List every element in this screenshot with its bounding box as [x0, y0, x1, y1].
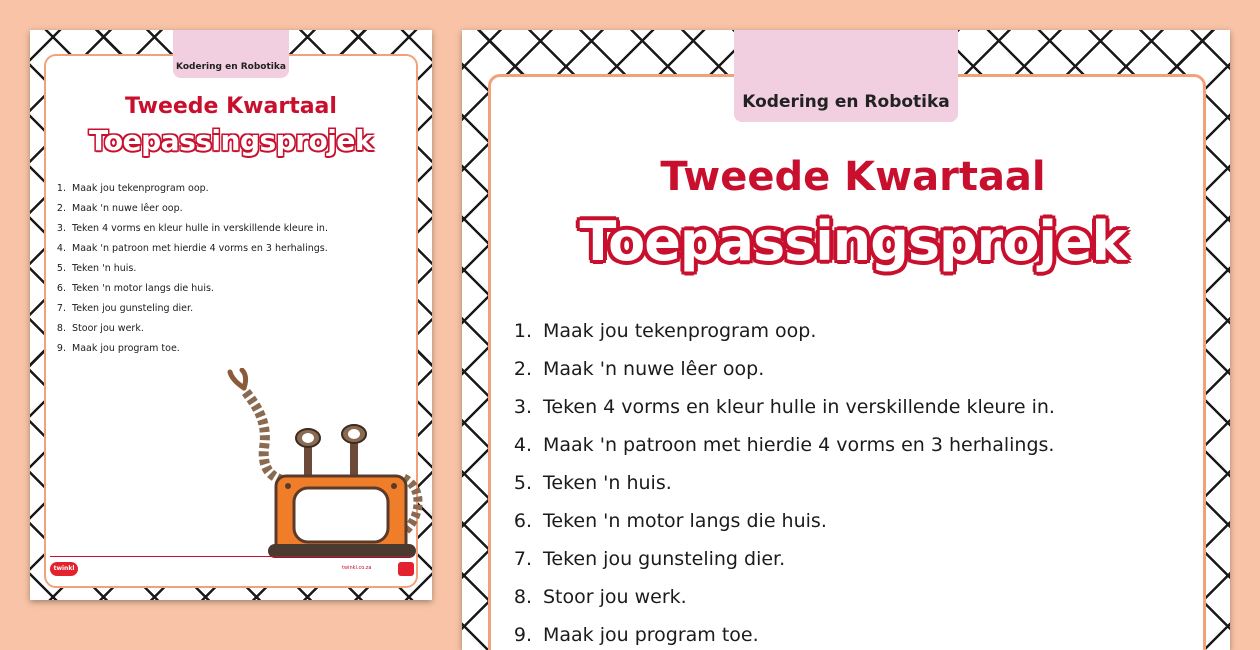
step-list: [54, 179, 328, 359]
title-line-1: Tweede Kwartaal: [660, 154, 1046, 200]
title-line-2: Toepassingsprojek: [89, 124, 373, 157]
list-item: 9. Maak jou program toe.: [513, 624, 759, 646]
title-line-1: Tweede Kwartaal: [125, 94, 337, 119]
category-tab: [734, 30, 958, 122]
title-line-2: Toepassingsprojek: [579, 210, 1127, 273]
list-item: 5. Teken 'n huis.: [513, 472, 672, 494]
footer-url: twinkl.co.za: [342, 565, 372, 571]
list-item: 3. Teken 4 vorms en kleur hulle in verskillende kleure in.: [56, 223, 328, 234]
list-item: 9. Maak jou program toe.: [56, 343, 180, 354]
step-list: [510, 312, 1055, 650]
list-item: 6. Teken 'n motor langs die huis.: [513, 510, 827, 532]
robot-illustration: [218, 368, 428, 558]
category-tab-label: Kodering en Robotika: [742, 92, 950, 112]
worksheet-thumbnail: [30, 30, 432, 600]
list-item: 4. Maak 'n patroon met hierdie 4 vorms en 3 herhalings.: [513, 434, 1055, 456]
list-item: 5. Teken 'n huis.: [56, 263, 137, 274]
worksheet-preview: [462, 30, 1230, 650]
list-item: 4. Maak 'n patroon met hierdie 4 vorms en 3 herhalings.: [56, 243, 328, 254]
footer-divider: [50, 556, 412, 557]
list-item: 3. Teken 4 vorms en kleur hulle in verskillende kleure in.: [513, 396, 1055, 418]
list-item: 1. Maak jou tekenprogram oop.: [56, 183, 209, 194]
category-tab: [173, 30, 289, 78]
list-item: 2. Maak 'n nuwe lêer oop.: [56, 203, 183, 214]
twinkl-logo: twinkl: [50, 562, 78, 576]
list-item: 7. Teken jou gunsteling dier.: [513, 548, 786, 570]
footer-badge-icon: [398, 562, 414, 576]
list-item: 7. Teken jou gunsteling dier.: [56, 303, 194, 314]
list-item: 1. Maak jou tekenprogram oop.: [513, 320, 817, 342]
list-item: 2. Maak 'n nuwe lêer oop.: [513, 358, 765, 380]
category-tab-label: Kodering en Robotika: [176, 62, 286, 72]
list-item: 8. Stoor jou werk.: [56, 323, 144, 334]
list-item: 8. Stoor jou werk.: [513, 586, 687, 608]
list-item: 6. Teken 'n motor langs die huis.: [56, 283, 214, 294]
